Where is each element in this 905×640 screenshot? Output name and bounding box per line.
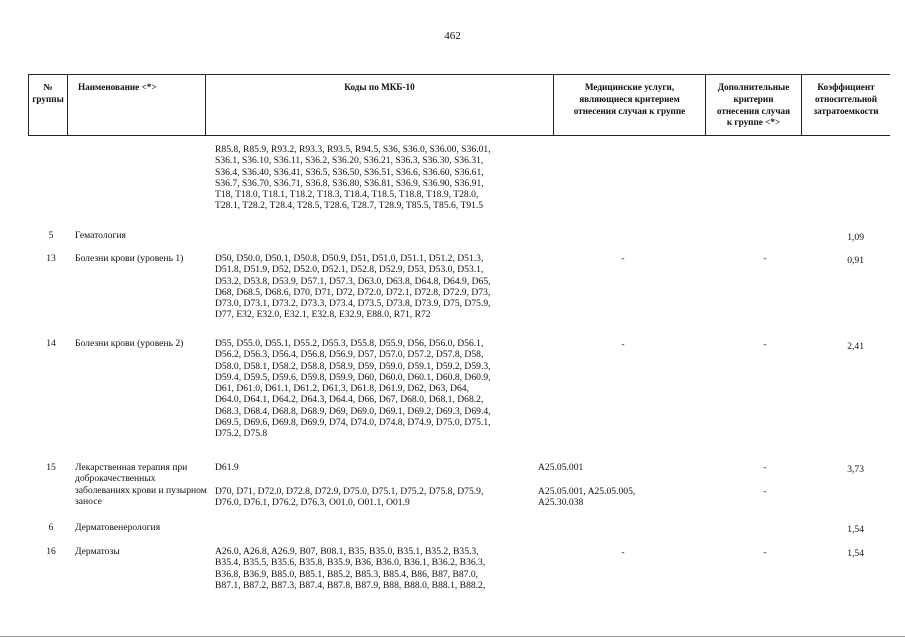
group-number: 16 bbox=[46, 546, 56, 557]
header-group-number: № группы bbox=[28, 75, 68, 135]
group-codes: A26.0, A26.8, A26.9, B07, B08.1, B35, B35.0, B35.1, B35.2, B35.3, B35.4, B35.5, B35.6, B35.8, B35.9, B36, B36.0, B36.1, B36.2, B36.3, B36.8, B36.9, B85.0, B85.1, B85.2, B85.3, B85.4, B86, B87, B87.0, B87.1, B87.2, B87.3, B87.4, B87.8, B87.9, B88, B88.0, B88.1, B88.2, bbox=[215, 546, 486, 591]
header-name: Наименование <*> bbox=[68, 75, 206, 135]
group-codes: D50, D50.0, D50.1, D50.8, D50.9, D51, D51.0, D51.1, D51.2, D51.3, D51.8, D51.9, D52, D52.0, D52.1, D52.8, D52.9, D53, D53.0, D53.1, D53.2, D53.8, D53.9, D57.1, D57.3, D63.0, D63.8, D64.8, D64.9, D65, D68, D68.5, D68.6, D70, D71, D72, D72.0, D72.1, D72.8, D72.9, D73, D73.0, D73.1, D73.2, D73.3, D73.4, D73.5, D73.8, D73.9, D75, D75.9, D77, E32, E32.0, E32.1, E32.8, E32.9, E88.0, R71, R72 bbox=[215, 253, 491, 321]
group-additional-criteria: - bbox=[763, 339, 767, 350]
group-number: 14 bbox=[46, 338, 56, 349]
table-header bbox=[28, 74, 890, 136]
group-name: Болезни крови (уровень 2) bbox=[75, 338, 184, 349]
group-name: Лекарственная терапия при доброкачественных заболеваниях крови и пузырном заносе bbox=[75, 462, 207, 507]
profile-number: 6 bbox=[48, 522, 54, 533]
header-medical-services: Медицинские услуги, являющиеся критерием отнесения случая к группе bbox=[554, 75, 706, 135]
profile-coefficient: 1,54 bbox=[847, 524, 864, 535]
group-services: - bbox=[621, 339, 625, 350]
header-icd-codes: Коды по МКБ-10 bbox=[206, 75, 554, 135]
group-additional-criteria: - bbox=[763, 462, 767, 473]
group-coefficient: 3,73 bbox=[847, 464, 864, 475]
group-codes-primary: D61.9 bbox=[215, 462, 239, 473]
group-additional-criteria: - bbox=[763, 486, 767, 497]
profile-name: Гематология bbox=[75, 230, 126, 241]
group-additional-criteria: - bbox=[763, 547, 767, 558]
group-additional-criteria: - bbox=[763, 253, 767, 264]
header-additional-criteria: Дополнительные критерии отнесения случая к группе <*> bbox=[706, 75, 802, 135]
group-number: 13 bbox=[46, 253, 56, 264]
continued-codes: R85.8, R85.9, R93.2, R93.3, R93.5, R94.5, S36, S36.0, S36.00, S36.01, S36.1, S36.10, S36.11, S36.2, S36.20, S36.21, S36.3, S36.30, S36.31, S36.4, S36.40, S36.41, S36.5, S36.50, S36.51, S36.6, S36.60, S36.61, S36.7, S36.70, S36.71, S36.8, S36.80, S36.81, S36.9, S36.90, S36.91, T18, T18.0, T18.1, T18.2, T18.3, T18.4, T18.5, T18.8, T18.9, T28.0, T28.1, T28.2, T28.4, T28.5, T28.6, T28.7, T28.9, T85.5, T85.6, T91.5 bbox=[215, 144, 491, 212]
group-coefficient: 2,41 bbox=[847, 341, 864, 352]
page-number: 462 bbox=[444, 30, 461, 42]
group-codes-secondary: D70, D71, D72.0, D72.8, D72.9, D75.0, D75.1, D75.2, D75.8, D75.9, D76.0, D76.1, D76.2, D76.3, O01.0, O01.1, O01.9 bbox=[215, 486, 484, 509]
group-services: - bbox=[621, 547, 625, 558]
group-coefficient: 1,54 bbox=[847, 548, 864, 559]
profile-number: 5 bbox=[48, 230, 54, 241]
group-codes: D55, D55.0, D55.1, D55.2, D55.3, D55.8, D55.9, D56, D56.0, D56.1, D56.2, D56.3, D56.4, D56.8, D56.9, D57, D57.0, D57.2, D57.8, D58, D58.0, D58.1, D58.2, D58.8, D58.9, D59, D59.0, D59.1, D59.2, D59.3, D59.4, D59.5, D59.6, D59.8, D59.9, D60, D60.0, D60.1, D60.8, D60.9, D61, D61.0, D61.1, D61.2, D61.3, D61.8, D61.9, D62, D63, D64, D64.0, D64.1, D64.2, D64.3, D64.4, D66, D67, D68.0, D68.1, D68.2, D68.3, D68.4, D68.8, D68.9, D69, D69.0, D69.1, D69.2, D69.3, D69.4, D69.5, D69.6, D69.8, D69.9, D74, D74.0, D74.8, D74.9, D75.0, D75.1, D75.2, D75.8 bbox=[215, 338, 491, 439]
group-name: Болезни крови (уровень 1) bbox=[75, 253, 184, 264]
header-coefficient: Коэффициент относительной затратоемкости bbox=[813, 82, 879, 116]
profile-coefficient: 1,09 bbox=[847, 232, 864, 243]
profile-name: Дерматовенерология bbox=[75, 522, 161, 533]
group-name: Дерматозы bbox=[75, 546, 120, 557]
page-bottom-edge bbox=[0, 636, 905, 637]
group-services-secondary: A25.05.001, A25.05.005, A25.30.038 bbox=[538, 486, 636, 509]
group-number: 15 bbox=[46, 462, 56, 473]
group-services-primary: A25.05.001 bbox=[538, 462, 584, 473]
group-services: - bbox=[621, 253, 625, 264]
group-coefficient: 0,91 bbox=[847, 255, 864, 266]
